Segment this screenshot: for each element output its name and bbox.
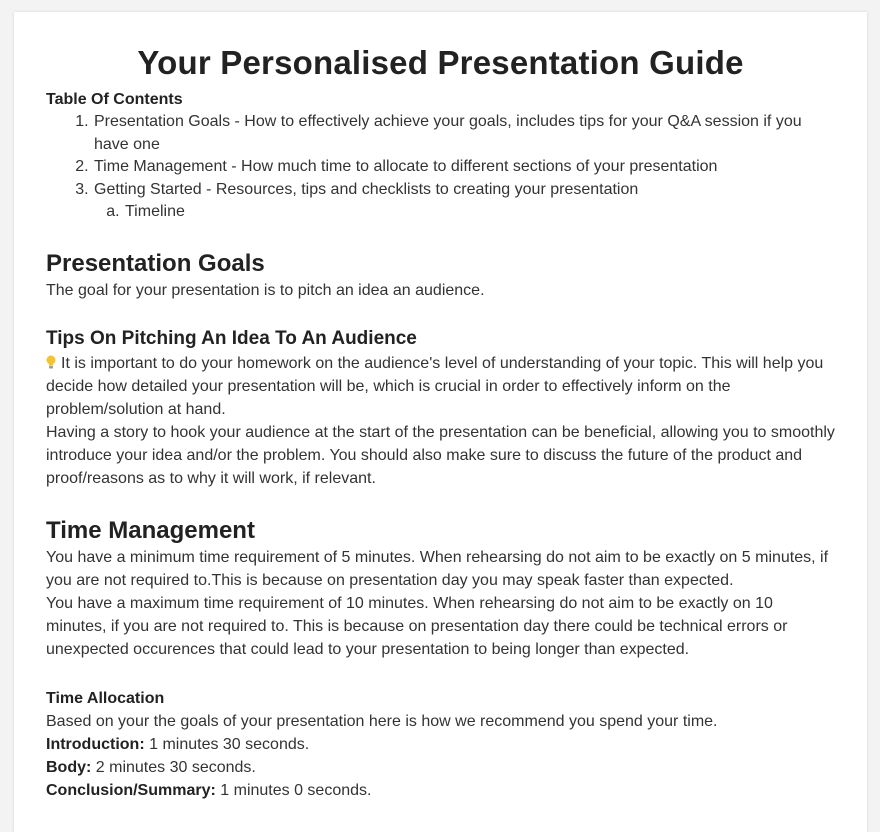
tips-paragraph-2: Having a story to hook your audience at the start of the presentation can be beneficial, allowing you to smoothly introduce your idea and/or the problem. You should also make sure to discuss the future of the product and proof/reasons as to why it will work, if relevant.: [46, 423, 835, 487]
toc-heading: Table Of Contents: [46, 91, 183, 108]
allocation-row-conclusion: Conclusion/Summary: 1 minutes 0 seconds.: [46, 781, 372, 799]
section-heading-tips: Tips On Pitching An Idea To An Audience: [46, 327, 417, 349]
allocation-intro: Based on your the goals of your presentation here is how we recommend you spend your time.: [46, 712, 718, 730]
goals-text: The goal for your presentation is to pitch an idea an audience.: [46, 281, 485, 299]
toc-item-time-management: 2. Time Management - How much time to allocate to different sections of your presentation: [93, 156, 835, 179]
section-heading-time-management: Time Management: [46, 516, 255, 544]
toc-item-getting-started: 3. Getting Started - Resources, tips and checklists to creating your presentation a. Timeline: [93, 179, 835, 224]
allocation-row-introduction: Introduction: 1 minutes 30 seconds.: [46, 735, 310, 753]
lightbulb-icon: [46, 355, 56, 369]
toc-sublist: [94, 201, 835, 224]
tips-paragraph-1: It is important to do your homework on the audience's level of understanding of your topic. This will help you decide how detailed your presentation will be, which is crucial in order to effectively inform on the problem/solution at hand.: [46, 354, 824, 418]
allocation-row-body: Body: 2 minutes 30 seconds.: [46, 758, 256, 776]
time-paragraph-1: You have a minimum time requirement of 5 minutes. When rehearsing do not aim to be exactly on 5 minutes, if you are not required to.This is because on presentation day you may speak faster than expected.: [46, 548, 829, 589]
section-heading-presentation-goals: Presentation Goals: [46, 249, 265, 277]
document-page: [14, 12, 867, 832]
time-paragraph-2: You have a maximum time requirement of 10 minutes. When rehearsing do not aim to be exactly on 10 minutes, if you are not required to. This is because on presentation day there could be technical errors or unexpected occurences that could lead to your presentation to being longer than expected.: [46, 594, 788, 658]
page-title: Your Personalised Presentation Guide: [137, 44, 744, 81]
toc-subitem-timeline: a. Timeline: [124, 201, 835, 224]
table-of-contents: [46, 111, 835, 224]
section-heading-time-allocation: Time Allocation: [46, 689, 165, 707]
toc-item-presentation-goals: 1. Presentation Goals - How to effectively achieve your goals, includes tips for your Q&A session if you have one: [93, 111, 835, 156]
